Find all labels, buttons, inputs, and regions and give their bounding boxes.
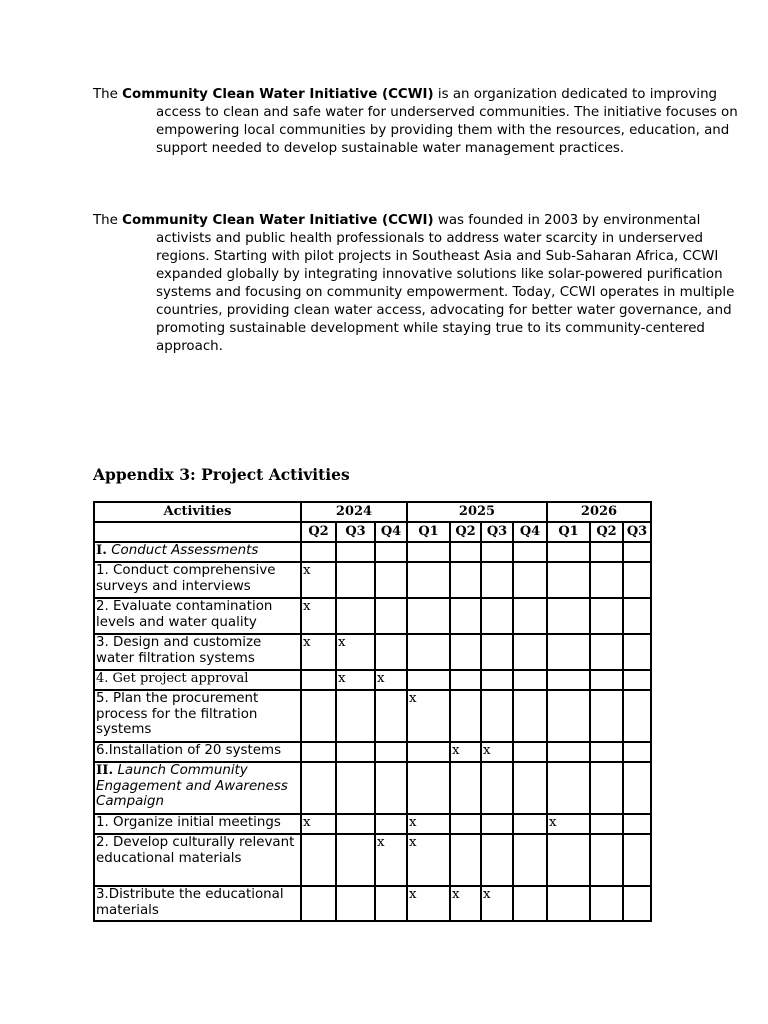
schedule-cell: x xyxy=(301,562,336,598)
schedule-cell xyxy=(407,542,450,562)
schedule-cell xyxy=(481,814,513,834)
section-number: II. xyxy=(96,762,114,778)
history-paragraph xyxy=(93,212,746,356)
schedule-cell: x xyxy=(547,814,590,834)
activity-row xyxy=(94,562,651,598)
schedule-cell xyxy=(336,742,375,762)
schedule-cell: x xyxy=(301,598,336,634)
activity-row xyxy=(94,834,651,886)
quarter-header: Q4 xyxy=(375,522,407,542)
activity-row xyxy=(94,690,651,742)
schedule-cell xyxy=(336,886,375,921)
schedule-cell xyxy=(623,690,651,742)
schedule-cell xyxy=(623,834,651,886)
schedule-cell xyxy=(375,690,407,742)
schedule-cell xyxy=(513,598,547,634)
quarter-header: Q3 xyxy=(336,522,375,542)
schedule-cell xyxy=(481,542,513,562)
schedule-cell xyxy=(590,690,623,742)
schedule-cell: x xyxy=(301,634,336,670)
schedule-cell xyxy=(336,814,375,834)
schedule-cell xyxy=(407,762,450,814)
schedule-cell: x xyxy=(481,742,513,762)
schedule-cell xyxy=(407,742,450,762)
schedule-cell xyxy=(547,562,590,598)
schedule-cell xyxy=(375,762,407,814)
schedule-cell xyxy=(590,542,623,562)
schedule-cell xyxy=(623,886,651,921)
schedule-cell xyxy=(450,834,481,886)
paragraph-body: was founded in 2003 by environmental activists and public health professionals to address water scarcity in underserved regions. Starting with pilot projects in Southeast Asia and Sub-Saharan Africa, CCWI expanded globally by integrating innovative solutions like solar-powered purification systems and focusing on community empowerment. Today, CCWI operates in multiple countries, providing clean water access, advocating for better water governance, and promoting sustainable development while staying true to its community-centered approach. xyxy=(156,213,735,354)
schedule-cell xyxy=(481,670,513,690)
schedule-cell xyxy=(513,690,547,742)
quarter-header: Q2 xyxy=(450,522,481,542)
schedule-cell xyxy=(375,634,407,670)
activity-label: 2. Develop culturally relevant educational materials xyxy=(94,834,301,886)
schedule-cell xyxy=(375,542,407,562)
schedule-cell xyxy=(547,542,590,562)
schedule-cell xyxy=(336,598,375,634)
schedule-cell xyxy=(590,742,623,762)
activity-label: 5. Plan the procurement process for the filtration systems xyxy=(94,690,301,742)
quarter-header: Q3 xyxy=(623,522,651,542)
schedule-cell xyxy=(623,742,651,762)
schedule-cell xyxy=(336,690,375,742)
schedule-cell xyxy=(450,762,481,814)
schedule-cell xyxy=(450,542,481,562)
schedule-cell: x xyxy=(450,742,481,762)
schedule-cell xyxy=(590,598,623,634)
schedule-cell: x xyxy=(375,834,407,886)
section-title-cell xyxy=(94,542,301,562)
schedule-cell xyxy=(407,670,450,690)
schedule-cell: x xyxy=(407,834,450,886)
schedule-cell xyxy=(513,814,547,834)
quarter-header: Q2 xyxy=(590,522,623,542)
schedule-cell xyxy=(513,762,547,814)
schedule-cell: x xyxy=(407,886,450,921)
schedule-cell xyxy=(590,562,623,598)
schedule-cell xyxy=(590,834,623,886)
year-header-row xyxy=(94,502,651,522)
quarter-header: Q2 xyxy=(301,522,336,542)
schedule-cell xyxy=(301,886,336,921)
organization-name: Community Clean Water Initiative (CCWI) xyxy=(122,87,434,102)
section-row xyxy=(94,762,651,814)
schedule-cell xyxy=(547,634,590,670)
organization-name: Community Clean Water Initiative (CCWI) xyxy=(122,213,434,228)
schedule-cell xyxy=(547,598,590,634)
schedule-cell xyxy=(481,598,513,634)
schedule-cell xyxy=(623,762,651,814)
schedule-cell: x xyxy=(407,814,450,834)
schedule-cell xyxy=(623,670,651,690)
schedule-cell xyxy=(590,762,623,814)
schedule-cell xyxy=(301,542,336,562)
schedule-cell xyxy=(513,742,547,762)
schedule-cell xyxy=(481,634,513,670)
schedule-cell xyxy=(450,690,481,742)
schedule-cell xyxy=(623,634,651,670)
appendix-heading: Appendix 3: Project Activities xyxy=(93,465,350,484)
section-title: Conduct Assessments xyxy=(111,543,259,558)
schedule-cell xyxy=(407,562,450,598)
schedule-cell xyxy=(375,814,407,834)
activity-row xyxy=(94,886,651,921)
paragraph-prefix: The xyxy=(93,87,123,102)
activity-label: 2. Evaluate contamination levels and water quality xyxy=(94,598,301,634)
schedule-cell xyxy=(407,634,450,670)
section-title: Launch Community Engagement and Awareness Campaign xyxy=(96,763,288,809)
project-activities-table xyxy=(93,501,652,922)
schedule-cell xyxy=(301,834,336,886)
schedule-cell xyxy=(375,742,407,762)
schedule-cell xyxy=(336,562,375,598)
schedule-cell xyxy=(623,598,651,634)
schedule-cell xyxy=(547,834,590,886)
schedule-cell xyxy=(590,814,623,834)
year-header-2025: 2025 xyxy=(407,502,547,522)
schedule-cell xyxy=(301,762,336,814)
activity-row xyxy=(94,814,651,834)
activity-label: 1. Conduct comprehensive surveys and interviews xyxy=(94,562,301,598)
quarter-header: Q1 xyxy=(407,522,450,542)
schedule-cell xyxy=(623,542,651,562)
section-number: I. xyxy=(96,542,107,558)
activity-row xyxy=(94,742,651,762)
activity-label: 4. Get project approval xyxy=(94,670,301,690)
schedule-cell: x xyxy=(375,670,407,690)
activity-label: 1. Organize initial meetings xyxy=(94,814,301,834)
schedule-cell xyxy=(513,634,547,670)
schedule-cell xyxy=(513,562,547,598)
intro-paragraph xyxy=(93,86,746,158)
paragraph-body: is an organization dedicated to improving access to clean and safe water for underserved communities. The initiative focuses on empowering local communities by providing them with the resources, education, and support needed to develop sustainable water management practices. xyxy=(156,87,738,156)
schedule-cell xyxy=(450,670,481,690)
schedule-cell xyxy=(590,634,623,670)
schedule-cell xyxy=(547,670,590,690)
section-row xyxy=(94,542,651,562)
quarter-header: Q4 xyxy=(513,522,547,542)
schedule-cell: x xyxy=(407,690,450,742)
schedule-cell xyxy=(450,634,481,670)
schedule-cell xyxy=(450,814,481,834)
quarter-header: Q3 xyxy=(481,522,513,542)
schedule-cell xyxy=(336,762,375,814)
schedule-cell xyxy=(481,562,513,598)
quarter-header-row xyxy=(94,522,651,542)
activity-row xyxy=(94,670,651,690)
section-title-cell xyxy=(94,762,301,814)
activities-header: Activities xyxy=(94,502,301,522)
schedule-cell: x xyxy=(336,670,375,690)
schedule-cell xyxy=(336,834,375,886)
schedule-cell xyxy=(513,542,547,562)
schedule-cell xyxy=(301,690,336,742)
schedule-cell xyxy=(481,762,513,814)
blank-header-cell xyxy=(94,522,301,542)
activity-row xyxy=(94,634,651,670)
schedule-cell xyxy=(623,814,651,834)
schedule-cell: x xyxy=(450,886,481,921)
schedule-cell: x xyxy=(481,886,513,921)
activity-label: 3.Distribute the educational materials xyxy=(94,886,301,921)
schedule-cell xyxy=(301,742,336,762)
schedule-cell xyxy=(623,562,651,598)
activity-label: 3. Design and customize water filtration systems xyxy=(94,634,301,670)
schedule-cell: x xyxy=(301,814,336,834)
schedule-cell xyxy=(547,690,590,742)
schedule-cell xyxy=(450,598,481,634)
schedule-cell xyxy=(375,598,407,634)
schedule-cell xyxy=(450,562,481,598)
schedule-cell xyxy=(590,886,623,921)
year-header-2026: 2026 xyxy=(547,502,651,522)
quarter-header: Q1 xyxy=(547,522,590,542)
schedule-cell xyxy=(590,670,623,690)
year-header-2024: 2024 xyxy=(301,502,407,522)
schedule-cell xyxy=(375,886,407,921)
schedule-cell xyxy=(336,542,375,562)
schedule-cell xyxy=(513,886,547,921)
schedule-cell xyxy=(547,886,590,921)
schedule-cell xyxy=(513,834,547,886)
paragraph-prefix: The xyxy=(93,213,123,228)
schedule-cell xyxy=(547,742,590,762)
schedule-cell xyxy=(481,834,513,886)
schedule-cell xyxy=(301,670,336,690)
activity-label: 6.Installation of 20 systems xyxy=(94,742,301,762)
schedule-cell xyxy=(375,562,407,598)
schedule-cell xyxy=(407,598,450,634)
schedule-cell: x xyxy=(336,634,375,670)
schedule-cell xyxy=(513,670,547,690)
schedule-cell xyxy=(547,762,590,814)
activity-row xyxy=(94,598,651,634)
schedule-cell xyxy=(481,690,513,742)
